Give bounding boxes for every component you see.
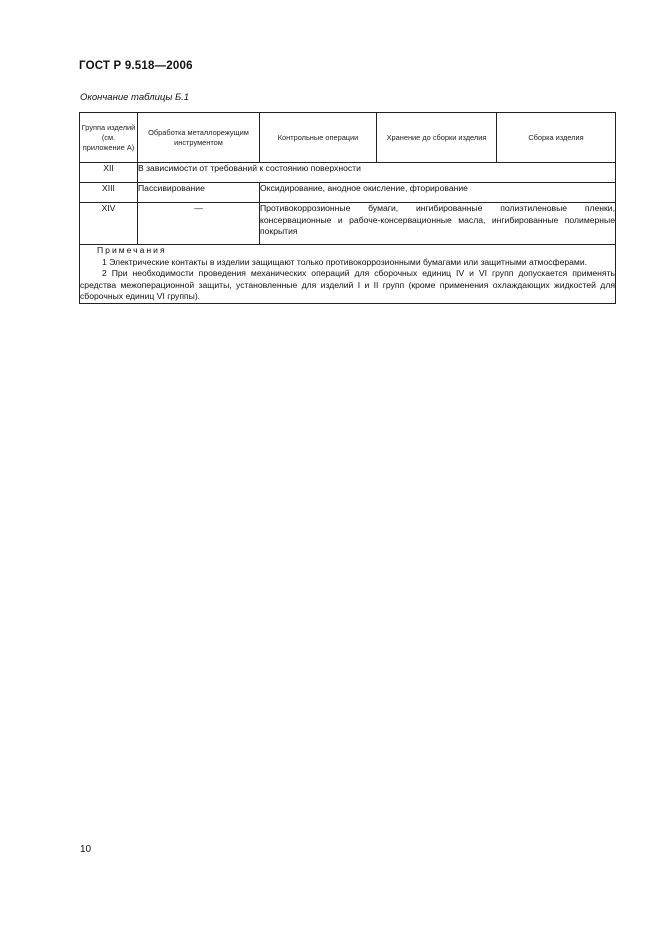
row-description-cell: В зависимости от требований к состоянию поверхности bbox=[138, 163, 616, 183]
row-description-cell: Противокоррозионные бумаги, ингибированные полиэтиленовые пленки, консервационные и рабоче-консервационные масла, ингибированные полимерные покрытия bbox=[260, 203, 616, 245]
operations-table bbox=[79, 112, 616, 304]
row-group-cell: XIV bbox=[80, 203, 138, 245]
table-row bbox=[80, 163, 616, 183]
header-control-operations: Контрольные операции bbox=[260, 113, 377, 163]
note-1: 1 Электрические контакты в изделии защищают только противокоррозионными бумагами или защитными атмосферами. bbox=[102, 256, 588, 267]
document-header: ГОСТ Р 9.518—2006 bbox=[79, 60, 193, 72]
row-group-cell: XIII bbox=[80, 183, 138, 203]
header-assembly: Сборка изделия bbox=[497, 113, 616, 163]
note-2: 2 При необходимости проведения механических операций для сборочных единиц IV и VI групп допускается применять средства межоперационной защиты, установленные для изделий I и II групп (кроме применения охлаждающих жидкостей для сборочных единиц VI группы). bbox=[80, 268, 615, 301]
notes-title: Примечания bbox=[97, 245, 167, 255]
notes-cell bbox=[80, 245, 616, 304]
table-row bbox=[80, 203, 616, 245]
row-description-cell: Оксидирование, анодное окисление, фторирование bbox=[260, 183, 616, 203]
header-machining: Обработка металлорежущим инструментом bbox=[138, 113, 260, 163]
row-group-cell: XII bbox=[80, 163, 138, 183]
notes-row bbox=[80, 245, 616, 304]
header-storage: Хранение до сборки изделия bbox=[377, 113, 497, 163]
table-row bbox=[80, 183, 616, 203]
page-number: 10 bbox=[80, 844, 92, 855]
table-header-row bbox=[80, 113, 616, 163]
header-group: Группа изделий (см. приложение А) bbox=[80, 113, 138, 163]
row-machining-cell: — bbox=[138, 203, 260, 245]
row-machining-cell: Пассивирование bbox=[138, 183, 260, 203]
table-caption: Окончание таблицы Б.1 bbox=[80, 92, 190, 103]
